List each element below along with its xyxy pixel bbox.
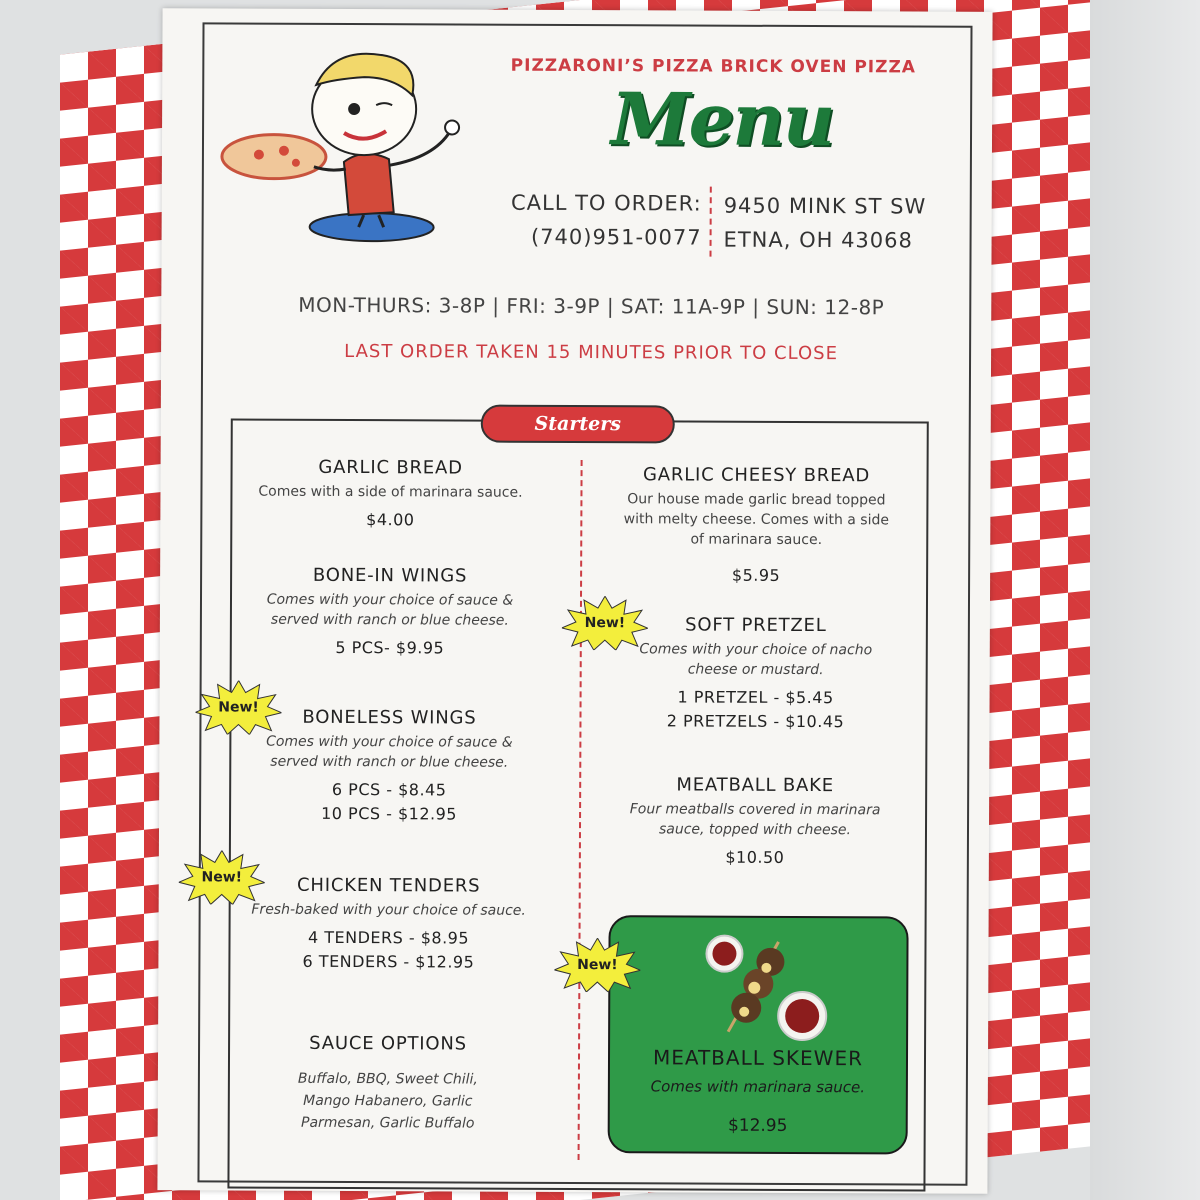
chef-mascot-icon [214, 46, 495, 247]
item-name: CHICKEN TENDERS [297, 874, 481, 897]
last-order-notice: LAST ORDER TAKEN 15 MINUTES PRIOR TO CLOSE [344, 340, 839, 365]
item-price: $4.00 [366, 510, 415, 530]
item-price: 6 TENDERS - $12.95 [302, 951, 475, 972]
item-name: MEATBALL BAKE [676, 774, 834, 797]
business-hours: MON-THURS: 3-8P | FRI: 3-9P | SAT: 11A-9P | SUN: 12-8P [298, 292, 885, 320]
brand-name: PIZZARONI’S PIZZA BRICK OVEN PIZZA [510, 55, 917, 78]
new-badge-label: New! [201, 869, 243, 886]
item-description: Comes with marinara sauce. [650, 1077, 866, 1097]
item-name: SAUCE OPTIONS [309, 1032, 467, 1055]
menu-item-sauce-options [218, 1032, 558, 1134]
call-label: CALL TO ORDER: [510, 190, 702, 216]
table-surface [1090, 0, 1200, 1200]
page-title: Menu [610, 76, 834, 163]
section-title-starters: Starters [481, 405, 675, 444]
item-price: 2 PRETZELS - $10.45 [666, 711, 845, 732]
address-line-1: 9450 MINK ST SW [723, 193, 927, 219]
menu-item-chicken-tenders [218, 874, 558, 974]
item-price: 10 PCS - $12.95 [321, 803, 458, 824]
new-badge-starburst-icon [554, 938, 640, 992]
item-description: Comes with a side of marinara sauce. [258, 483, 523, 501]
item-name: GARLIC BREAD [318, 456, 463, 479]
item-price: 5 PCS- $9.95 [335, 637, 445, 658]
item-price: 1 PRETZEL - $5.45 [677, 687, 834, 708]
header-divider [710, 187, 712, 257]
item-price: $10.50 [725, 847, 785, 867]
item-description: Our house made garlic bread topped with melty cheese. Comes with a side of marinara sauce. [623, 491, 890, 549]
new-badge-label: New! [218, 699, 259, 716]
address-block [724, 189, 964, 258]
item-price: $12.95 [727, 1115, 788, 1136]
item-description: Fresh-baked with your choice of sauce. [251, 901, 526, 919]
item-name: BONELESS WINGS [302, 706, 477, 729]
new-badge-label: New! [577, 957, 618, 974]
menu-item-meatball-bake [595, 774, 915, 870]
item-description: Comes with your choice of sauce & served with ranch or blue cheese. [266, 591, 514, 629]
menu-item-garlic-bread [220, 456, 560, 532]
meatball-skewer-photo-icon [680, 927, 841, 1048]
new-badge-label: New! [584, 615, 626, 632]
call-block [462, 186, 702, 255]
item-description: Four meatballs covered in marinara sauce, topped with cheese. [629, 801, 881, 839]
item-name: MEATBALL SKEWER [652, 1045, 864, 1071]
menu-sheet [157, 8, 992, 1194]
item-price: 4 TENDERS - $8.95 [307, 927, 470, 948]
item-name: GARLIC CHEESY BREAD [643, 464, 871, 487]
item-name: SOFT PRETZEL [685, 614, 827, 637]
item-price: $5.95 [731, 565, 781, 585]
phone-number[interactable]: (740)951-0077 [530, 224, 702, 250]
featured-item-meatball-skewer [608, 915, 909, 1154]
item-name: BONE-IN WINGS [312, 564, 468, 587]
item-description: Comes with your choice of sauce & served with ranch or blue cheese. [266, 733, 513, 771]
item-price: 6 PCS - $8.45 [331, 779, 447, 800]
menu-item-soft-pretzel [595, 614, 916, 734]
menu-item-garlic-cheesy-bread [596, 464, 917, 588]
menu-item-bone-in-wings [220, 564, 560, 660]
address-line-2: ETNA, OH 43068 [723, 227, 913, 253]
item-description: Comes with your choice of nacho cheese or mustard. [639, 641, 873, 679]
menu-item-boneless-wings [219, 706, 560, 826]
item-description: Buffalo, BBQ, Sweet Chili, Mango Habanero, Garlic Parmesan, Garlic Buffalo [297, 1070, 478, 1132]
